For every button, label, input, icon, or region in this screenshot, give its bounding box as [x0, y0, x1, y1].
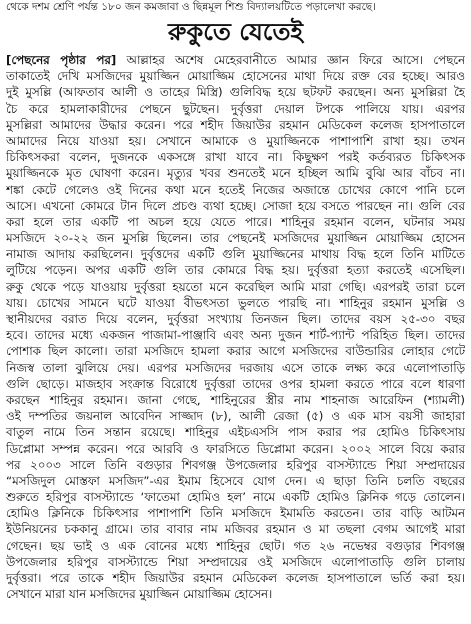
body-line: করছেন শাহিনুর রহমান। জানা গেছে, শাহিনুরের স্ত্রীর নাম শাহনাজ আরেফিন (শ্যামলী)	[6, 392, 465, 407]
body-line: স্থানীয়দের বরাত দিয়ে বলেন, দুর্বৃত্তরা সংখ্যায় তিনজন ছিল। তাদের বয়স ২৫-৩০ বছর	[6, 312, 465, 326]
body-line	[6, 52, 465, 68]
body-line: দুই মুসল্লি (আফতাব আলী ও তাহের মিস্ত্রি) গুলিবিদ্ধ হয়ে ছটফট করছেন। অন্য মুসল্লিরা হৈ	[6, 85, 465, 100]
body-line: তাকাতেই দেখি মসজিদের মুয়াজ্জিন মোয়াজ্জিম হোসেনের মাথা দিয়ে রক্ত বের হচ্ছে। আরও	[6, 69, 465, 84]
body-line: শুরুতে হরিপুর বাসস্ট্যান্ডে ‘ফাতেমা হোমিও হল’ নামে একটি হোমিও ক্লিনিক গড়ে তোলেন।	[6, 490, 465, 505]
body-line: বাতুল নামে তিন সন্তান রয়েছে। শাহিনুর এইচএসসি পাস করার পর হোমিও চিকিৎসায়	[6, 425, 465, 440]
body-line: শঙ্কা কেটে গেলেও ওই দিনের কথা মনে হতেই নিজের অজান্তে চোখের কোণে পানি চলে	[6, 182, 465, 197]
body-line: পোশাক ছিল কালো। তারা মসজিদে হামলা করার আগে মসজিদের বাউন্ডারির লোহার গেটে	[6, 344, 465, 359]
body-line: করা হলে তার একটি পা অচল হয়ে যেতে পারে। শাহিনুর রহমান বলেন, ঘটনার সময়	[6, 214, 465, 229]
body-line: দুর্বৃত্তরা। পরে তাকে শহীদ জিয়াউর রহমান মেডিকেল কলেজ হাসপাতালে ভর্তি করা হয়।	[6, 571, 465, 585]
body-line: আমাদের নিয়ে যাওয়া হয়। সেখানে আমাকে ও মুয়াজ্জিনকে পাশাপাশি রাখা হয়। তখন	[6, 133, 465, 148]
body-line: নামাজ আদায় করছিলেন। দুর্বৃত্তদের একটি গুলি মুয়াজ্জিনের মাথায় বিদ্ধ হলে তিনি মাটিতে	[6, 247, 465, 262]
previous-article-fragment: থেকে দশম শ্রেণি পর্যন্ত ১৮০ জন কমজাবা ও ছিন্নমূল শিশু বিদ্যালয়টিতে পড়ালেখা করছে।	[6, 1, 376, 13]
body-line: রুকু থেকে পড়ে যাওয়ায় দুর্বৃত্তরা হয়তো মনে করেছিল আমি মারা গেছি। এরপরই তারা চলে	[6, 279, 465, 294]
body-line: আসে। এখনো কোমরে টান দিলে প্রচণ্ড ব্যথা হচ্ছে। সোজা হয়ে বসতে পারছেন না। গুলি বের	[6, 198, 465, 213]
body-line: পর ২০০৩ সালে তিনি বগুড়ার শিবগঞ্জ উপজেলার হরিপুর বাসস্ট্যান্ডে শিয়া সম্প্রদায়ের	[6, 457, 465, 472]
body-line: গেছেন। ছয় ভাই ও এক বোনের মধ্যে শাহিনুর ছোট। গত ২৬ নভেম্বর বগুড়ার শিবগঞ্জ	[6, 538, 465, 553]
body-line-text: আল্লাহর অশেষ মেহেরবানীতে আমার জ্ঞান ফিরে আসে। পেছনে	[116, 53, 465, 67]
body-line: গুলি ছোড়ে। মাজহাব সংক্রান্ত বিরোধে দুর্বৃত্তরা তাদের ওপর হামলা করতে পারে বলে ধারণা	[6, 376, 465, 391]
body-line: নিজস্ব তালা ঝুলিয়ে দেয়। এরপর মসজিদের দরজায় এসে তাকে লক্ষ্য করে এলোপাতাড়ি	[6, 360, 465, 375]
body-line: মুসল্লিরা আমাদের উদ্ধার করেন। পরে শহীদ জিয়াউর রহমান মেডিকেল কলেজ হাসপাতালে	[6, 117, 465, 132]
article-headline: রুকুতে যেতেই	[168, 18, 303, 46]
body-line: মুয়াজ্জিনকে মৃত ঘোষণা করেন। মৃত্যুর খবর শুনতেই মনে হচ্ছিল আমি বুঝি আর বাঁচব না।	[6, 166, 465, 181]
body-line: চিকিৎসকরা বলেন, দুজনকে একসঙ্গে রাখা যাবে না। কিছুক্ষণ পরই কর্তব্যরত চিকিৎসক	[6, 150, 465, 165]
body-line: ডিপ্লোমা সম্পন্ন করেন। পরে আরবি ও ফারসিতে ডিপ্লোমা করেন। ২০০২ সালে বিয়ে করার	[6, 441, 465, 456]
body-line: উপজেলার হরিপুর বাসস্ট্যান্ডে শিয়া সম্প্রদায়ের ওই মসজিদে এলোপাতাড়ি গুলি চালায়	[6, 554, 465, 569]
continuation-tag: [পেছনের পৃষ্ঠার পর]	[6, 53, 117, 67]
body-line: হোমিও ক্লিনিকে চিকিৎসার পাশাপাশি তিনি মসজিদে ইমামতি করতেন। তার বাড়ি আটমন	[6, 506, 465, 521]
body-line: “মসজিদুল মোস্তফা মসজিদ”-এর ইমাম হিসেবে যোগ দেন। এ ছাড়া তিনি চলতি বছরের	[6, 473, 465, 488]
body-line: সেখানে মারা যান মসজিদের মুয়াজ্জিন মোয়াজ্জিম হোসেন।	[6, 587, 273, 602]
body-line: লুটিয়ে পড়েন। অপর একটি গুলি তার কোমরে বিদ্ধ হয়। দুর্বৃত্তরা হত্যা করতেই এসেছিল।	[6, 263, 465, 278]
body-line: মসজিদে ২০-২২ জন মুসল্লি ছিলেন। তার পেছনেই মসজিদের মুয়াজ্জিন মোয়াজ্জিম হোসেন	[6, 231, 465, 246]
body-line: হবে। তাদের মধ্যে একজন পাজামা-পাঞ্জাবি এবং অন্য দুজন শার্ট-প্যান্ট পরিহিত ছিল। তাদের	[6, 328, 465, 343]
body-line: চৈ করে হামলাকারীদের পেছনে ছুটছেন। দুর্বৃত্তরা দেয়াল টপকে পালিয়ে যায়। এরপর	[6, 101, 465, 116]
body-line: ইউনিয়নের চককানু গ্রামে। তার বাবার নাম মজিবর রহমান ও মা তছলা বেগম আগেই মারা	[6, 522, 465, 537]
article-body	[6, 52, 465, 620]
body-line: যায়। চোখের সামনে ঘটে যাওয়া বীভৎসতা ভুলতে পারছি না। শাহিনুর রহমান মুসল্লি ও	[6, 295, 465, 310]
body-line: ওই দম্পতির জয়নাল আবেদিন সাজ্জাদ (৮), আলী রেজা (৫) ও এক মাস বয়সী জাহারা	[6, 409, 465, 424]
